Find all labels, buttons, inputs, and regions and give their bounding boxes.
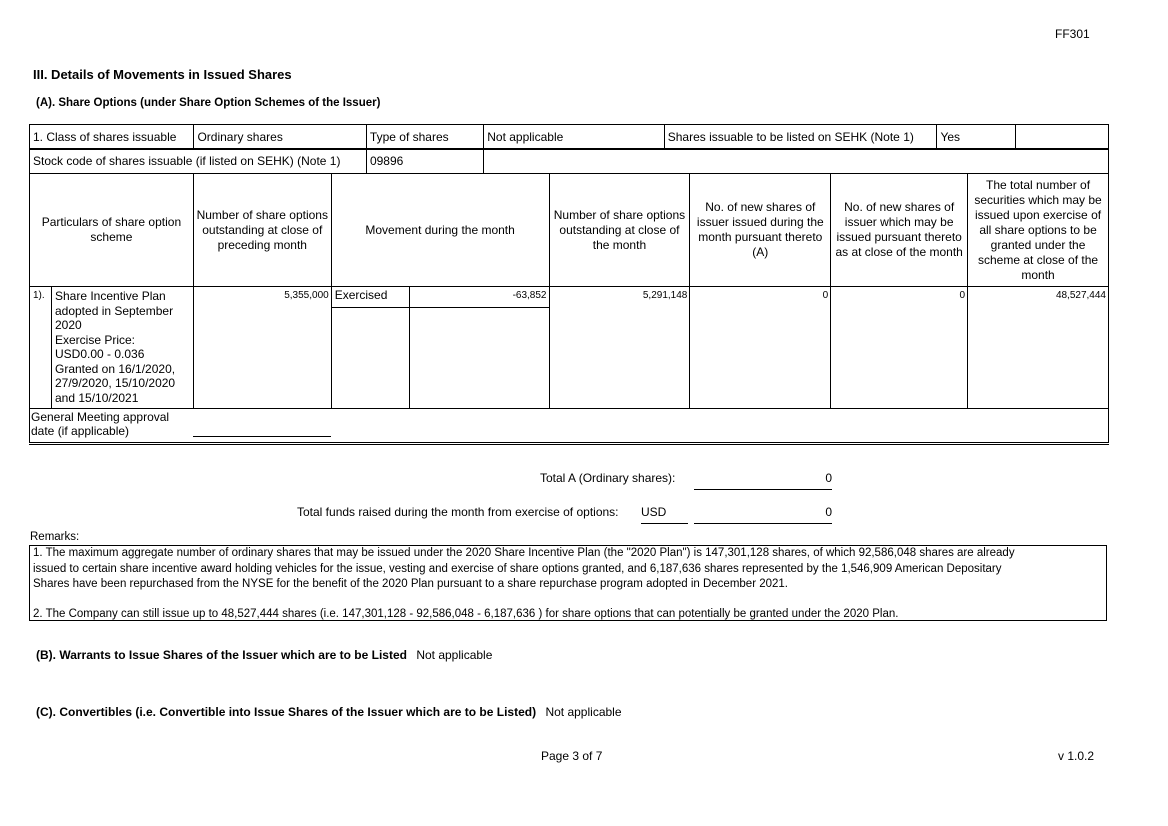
warrants-label: (B). Warrants to Issue Shares of the Issuer which are to be Listed <box>36 648 407 662</box>
row-total-securities: 48,527,444 <box>968 287 1109 409</box>
stock-code-value: 09896 <box>366 149 483 174</box>
row-index: 1). <box>30 287 52 409</box>
warrants-row <box>36 648 492 662</box>
row-new-shares-may-issue: 0 <box>831 287 968 409</box>
remarks-line-1a: 1. The maximum aggregate number of ordinary shares that may be issued under the 2020 Share Incentive Plan (the "2020 Plan") is 147,301,128 shares, of which 92,586,048 shares are already <box>33 547 1015 559</box>
gm-approval-blank <box>331 409 1108 443</box>
row-movement-value-cell <box>409 287 549 409</box>
warrants-value: Not applicable <box>416 648 493 662</box>
version: v 1.0.2 <box>1058 749 1095 763</box>
funds-label: Total funds raised during the month from exercise of options: <box>297 505 619 519</box>
row-outstanding-preceding: 5,355,000 <box>193 287 331 409</box>
listed-blank <box>1015 125 1108 150</box>
type-label: Type of shares <box>366 125 483 150</box>
header-outstanding-preceding: Number of share options outstanding at close of preceding month <box>193 174 331 287</box>
form-code: FF301 <box>1055 27 1090 41</box>
total-a-value: 0 <box>694 471 832 490</box>
remarks-line-2: 2. The Company can still issue up to 48,527,444 shares (i.e. 147,301,128 - 92,586,048 - 6,187,636 ) for share options that can potentially be granted under the 2020 Plan. <box>33 607 899 620</box>
subsection-a-title: (A). Share Options (under Share Option Schemes of the Issuer) <box>36 97 381 109</box>
stock-code-label: Stock code of shares issuable (if listed on SEHK) (Note 1) <box>30 149 367 174</box>
gm-approval-underline <box>193 436 331 437</box>
convertibles-label: (C). Convertibles (i.e. Convertible into Issue Shares of the Issuer which are to be Listed) <box>36 705 537 719</box>
listed-label: Shares issuable to be listed on SEHK (Note 1) <box>664 125 937 150</box>
row-movement-type-cell <box>331 287 409 409</box>
header-movement: Movement during the month <box>331 174 549 287</box>
convertibles-row <box>36 705 622 719</box>
total-a-label: Total A (Ordinary shares): <box>540 471 676 485</box>
remarks-box <box>29 545 1107 621</box>
remarks-line-1c: Shares have been repurchased from the NYSE for the benefit of the 2020 Plan pursuant to a share repurchase program adopted in December 2021. <box>33 578 788 590</box>
header-new-shares-issued: No. of new shares of issuer issued during the month pursuant thereto (A) <box>690 174 831 287</box>
header-new-shares-may-issue: No. of new shares of issuer which may be issued pursuant thereto as at close of the month <box>831 174 968 287</box>
funds-value: 0 <box>694 505 832 524</box>
table-double-rule <box>29 444 1109 445</box>
gm-approval-date <box>193 409 331 443</box>
remarks-label: Remarks: <box>30 531 80 543</box>
stock-code-table <box>29 148 1109 174</box>
gm-approval-label: General Meeting approval date (if applicable) <box>30 409 194 443</box>
type-value: Not applicable <box>484 125 665 150</box>
class-value: Ordinary shares <box>194 125 366 150</box>
stock-code-blank <box>483 149 1108 174</box>
section-title: III. Details of Movements in Issued Shares <box>33 67 292 82</box>
table-row <box>30 287 1109 409</box>
header-total-securities: The total number of securities which may be issued upon exercise of all share options to be granted under the scheme at close of the month <box>968 174 1109 287</box>
row-new-shares-issued: 0 <box>690 287 831 409</box>
row-movement-value: -63,852 <box>410 287 549 308</box>
remarks-line-1b: issued to certain share incentive award holding vehicles for the issue, vesting and exercise of share options granted, and 6,187,636 shares represented by the 1,546,909 American Depositary <box>33 562 1002 575</box>
funds-currency: USD <box>641 505 688 524</box>
row-particulars: Share Incentive Plan adopted in September 2020 Exercise Price: USD0.00 - 0.036 Granted on 16/1/2020, 27/9/2020, 15/10/2020 and 15/10/2021 <box>51 287 193 409</box>
share-options-table <box>29 173 1109 443</box>
header-particulars: Particulars of share option scheme <box>30 174 194 287</box>
page-number: Page 3 of 7 <box>541 749 603 763</box>
row-movement-type: Exercised <box>332 287 409 308</box>
class-label: 1. Class of shares issuable <box>30 125 194 150</box>
class-of-shares-table <box>29 124 1109 150</box>
listed-value: Yes <box>937 125 1015 150</box>
convertibles-value: Not applicable <box>545 705 622 719</box>
header-outstanding-close: Number of share options outstanding at close of the month <box>549 174 690 287</box>
row-outstanding-close: 5,291,148 <box>549 287 690 409</box>
